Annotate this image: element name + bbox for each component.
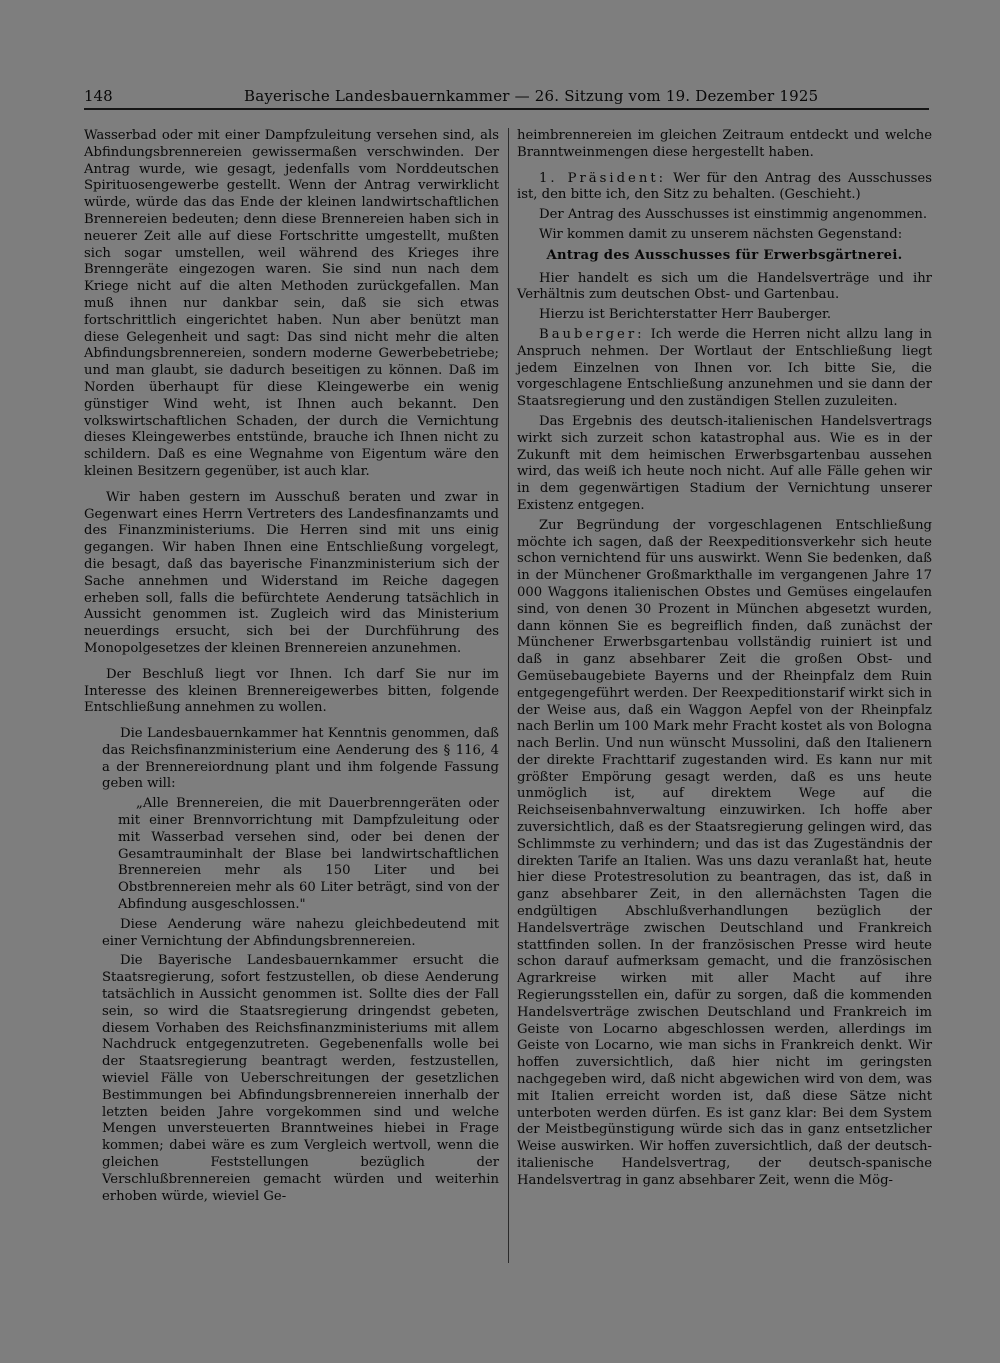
left-column xyxy=(84,128,499,1208)
president-statement xyxy=(517,171,932,205)
section-heading: Antrag des Ausschusses für Erwerbsgärtnerei. xyxy=(546,247,903,263)
resolution-paragraph: Die Bayerische Landesbauernkammer ersucht die Staatsregierung, sofort festzustellen, ob diese Aenderung tatsächlich in Aussicht genommen ist. Sollte dies der Fall sein, so wird die Staatsregierung dringendst gebeten, diesem Vorhaben des Reichsfinanzministeriums mit allem Nachdruck entgegenzutreten. Gegebenenfalls wolle bei der Staatsregierung beantragt werden, festzustellen, wieviel Fälle von Ueberschreitungen der gesetzlichen Bestimmungen bei Abfindungsbrennereien innerhalb der letzten beiden Jahre vorgekommen sind und welche Mengen unversteuerten Branntweines hiebei in Frage kommen; dabei wäre es zum Vergleich wertvoll, wenn die gleichen Feststellungen bezüglich der Verschlußbrennereien gemacht würden und weiterhin erhoben würde, wieviel Ge- xyxy=(102,953,499,1204)
speaker-name: 1. Präsident: xyxy=(539,170,667,186)
speaker-name: Bauberger: xyxy=(539,326,645,342)
paragraph: heimbrennereien im gleichen Zeitraum entdeckt und welche Branntweinmengen diese hergestellt haben. xyxy=(517,128,932,160)
paragraph: Wir kommen damit zu unserem nächsten Gegenstand: xyxy=(539,226,903,242)
paragraph: Zur Begründung der vorgeschlagenen Entschließung möchte ich sagen, daß der Reexpeditionsverkehr sich heute schon vernichtend für uns auswirkt. Wenn Sie bedenken, daß in der Münchener Großmarkthalle im vergangenen Jahre 17 000 Waggons italienischen Obstes und Gemüses eingelaufen sind, von denen 30 Prozent in München abgesetzt wurden, dann können Sie es begreiflich finden, daß zunächst der Münchener Erwerbsgartenbau vollständig ruiniert ist und daß in ganz absehbarer Zeit die großen Obst- und Gemüsebaugebiete Bayerns und der Rheinpfalz dem Ruin entgegengeführt werden. Der Reexpeditionstarif wirkt sich in der Weise aus, daß ein Waggon Aepfel von der Rheinpfalz nach Berlin um 100 Mark mehr Fracht kostet als von Bologna nach Berlin. Und nun wünscht Mussolini, daß den Italienern der direkte Frachttarif zugestanden wird. Es kann nur mit größter Empörung gesagt werden, daß es uns heute unmöglich ist, auf direktem Wege auf die Reichseisenbahnverwaltung einzuwirken. Ich hoffe aber zuversichtlich, daß es der Staatsregierung gelingen wird, das Schlimmste zu verhindern; und das ist das Zugeständnis der direkten Tarife an Italien. Was uns dazu veranlaßt hat, heute hier diese Protestresolution zu beantragen, das ist, daß in ganz absehbarer Zeit, in den allernächsten Tagen die endgültigen Abschlußverhandlungen bezüglich der Handelsverträge zwischen Deutschland und Frankreich stattfinden sollen. In der französischen Presse wird heute schon darauf aufmerksam gemacht, und die französischen Agrarkreise wirken mit aller Macht auf ihre Regierungsstellen ein, dafür zu sorgen, daß die kommenden Handelsverträge zwischen Deutschland und Frankreich im Geiste von Locarno abgeschlossen werden, allerdings im Geiste von Locarno, wie man sichs in Frankreich denkt. Wir hoffen zuversichtlich, daß hier nicht im geringsten nachgegeben wird, daß nicht abgewichen wird von dem, was mit Italien erreicht worden ist, daß diese Sätze nicht unterboten werden dürfen. Es ist ganz klar: Bei dem System der Meistbegünstigung würde sich das in ganz entsetzlicher Weise auswirken. Wir hoffen zuversichtlich, daß der deutsch-italienische Handelsvertrag, der deutsch-spanische Handelsvertrag in ganz absehbarer Zeit, wenn die Mög- xyxy=(517,517,932,1188)
resolution-quote: „Alle Brennereien, die mit Dauerbrenngeräten oder mit einer Brennvorrichtung mit Dampfzuleitung oder mit Wasserbad versehen sind, oder bei denen der Gesamtrauminhalt der Blase bei landwirtschaftlichen Brennereien mehr als 150 Liter und bei Obstbrennereien mehr als 60 Liter beträgt, sind von der Abfindung ausgeschlossen." xyxy=(118,796,499,913)
page-header xyxy=(84,86,929,110)
right-column xyxy=(517,128,932,1193)
resolution-paragraph: Diese Aenderung wäre nahezu gleichbedeutend mit einer Vernichtung der Abfindungsbrennereien. xyxy=(102,916,499,949)
paragraph: Wir haben gestern im Ausschuß beraten und zwar in Gegenwart eines Herrn Vertreters des Landesfinanzamts und des Finanzministeriums. Die Herren sind mit uns einig gegangen. Wir haben Ihnen eine Entschließung vorgelegt, die besagt, daß das bayerische Finanzministerium sich der Sache annehmen und Widerstand im Reiche dagegen erheben soll, falls die befürchtete Aenderung tatsächlich in Aussicht genommen ist. Zugleich wird das Ministerium neuerdings ersucht, sich bei der Durchführung des Monopolgesetzes der kleinen Brennereien anzunehmen. xyxy=(84,489,499,656)
paragraph: Hierzu ist Berichterstatter Herr Bauberger. xyxy=(539,307,832,323)
resolution-intro: Die Landesbauernkammer hat Kenntnis genommen, daß das Reichsfinanzministerium eine Aenderung des § 116, 4 a der Brennereiordnung plant und ihm folgende Fassung geben will: xyxy=(102,726,499,792)
paragraph: Der Antrag des Ausschusses ist einstimmig angenommen. xyxy=(539,207,928,223)
speech-text: Wer für den Antrag des Ausschusses ist, den bitte ich, den Sitz zu behalten. (Geschieht.) xyxy=(517,170,932,203)
paragraph: Hier handelt es sich um die Handelsverträge und ihr Verhältnis zum deutschen Obst- und Gartenbau. xyxy=(517,270,932,303)
page-number: 148 xyxy=(84,87,113,105)
column-divider xyxy=(508,128,509,1263)
running-title: Bayerische Landesbauernkammer — 26. Sitzung vom 19. Dezember 1925 xyxy=(244,87,819,105)
paragraph: Der Beschluß liegt vor Ihnen. Ich darf Sie nur im Interesse des kleinen Brennereigewerbes bitten, folgende Entschließung annehmen zu wollen. xyxy=(84,666,499,716)
paragraph: Wasserbad oder mit einer Dampfzuleitung versehen sind, als Abfindungsbrennereien gewissermaßen verschwinden. Der Antrag wurde, wie gesagt, jedenfalls vom Norddeutschen Spirituosengewerbe gestellt. Wenn der Antrag verwirklicht würde, würde das das Ende der kleinen landwirtschaftlichen Brennereien bedeuten; denn diese Brennereien haben sich in neuerer Zeit alle auf diese Fortschritte umgestellt, mußten sich sogar umstellen, weil während des Krieges ihre Brenngeräte eingezogen waren. Sie sind nun nach dem Kriege nicht auf die alten Methoden zurückgefallen. Man muß ihnen nur dankbar sein, daß sie sich etwas fortschrittlich eingerichtet haben. Nun aber benützt man diese Gelegenheit und sagt: Das sind nicht mehr die alten Abfindungsbrennereien, sondern moderne Gewerbebetriebe; und man glaubt, sie dadurch beseitigen zu können. Daß im Norden überhaupt für diese Kleingewerbe ein wenig günstiger Wind weht, ist Ihnen auch bekannt. Den volkswirtschaftlichen Schaden, der durch die Vernichtung dieses Kleingewerbes entstünde, brauche ich Ihnen nicht zu schildern. Daß es eine Wegnahme von Eigentum wäre den kleinen Besitzern gegenüber, ist auch klar. xyxy=(84,128,499,479)
bauberger-statement xyxy=(517,327,932,411)
speech-text: Ich werde die Herren nicht allzu lang in Anspruch nehmen. Der Wortlaut der Entschließung liegt jedem Einzelnen von Ihnen vor. Ich bitte Sie, die vorgeschlagene Entschließung anzunehmen und sie dann der Staatsregierung und den zuständigen Stellen zuzuleiten. xyxy=(517,326,932,410)
paragraph: Das Ergebnis des deutsch-italienischen Handelsvertrags wirkt sich zurzeit schon katastrophal aus. Wie es in der Zukunft mit dem heimischen Erwerbsgartenbau aussehen wird, das weiß ich heute noch nicht. Auf alle Fälle gehen wir in dem gegenwärtigen Stadium der Vernichtung unserer Existenz entgegen. xyxy=(517,413,932,513)
